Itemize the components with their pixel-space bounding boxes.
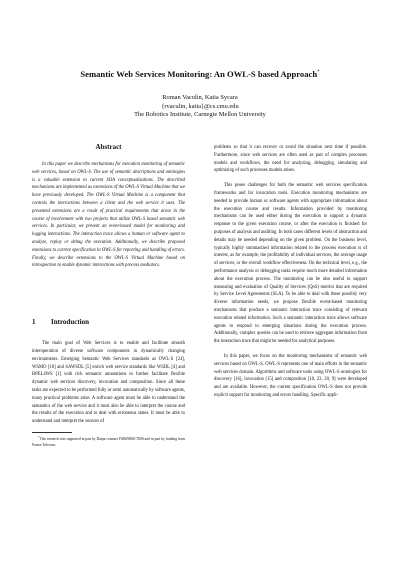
paper-title bbox=[40, 67, 360, 80]
intro-paragraph: The main goal of Web Services is to enable and facilitate smooth interoperation of diverse software components in dynamically changing environments. Emerging Semantic Web Services standards as OWL-S [24], WSMO [18] and SAWSDL [5] enrich web service standards like WSDL [4] and BPEL4WS [1] with rich semantic annotations to further facilitate flexible dynamic web services discovery, invocation and composition. Since all these tasks are expected to be performed fully or semi automatically by software agents, many practical problems arise. A software agent must be able to understand the semantics of the web service and it must also be able to interpret the course and the results of the execution and to deal with erroneous states. It must be able to understand and interpret the sources of bbox=[32, 341, 185, 425]
footnote bbox=[32, 435, 185, 448]
author-emails: {rvaculin, katia}@cs.cmu.edu bbox=[161, 102, 239, 110]
footnote-text: This research was supported in part by Darpa contract FA865006C7606 and in part by funding from France Telecom. bbox=[32, 437, 185, 447]
introduction-heading bbox=[32, 317, 185, 327]
paper-title-text: Semantic Web Services Monitoring: An OWL-S based Approach bbox=[80, 68, 318, 79]
abstract-heading: Abstract bbox=[95, 143, 122, 151]
author-affiliation: The Robotics Institute, Carnegie Mellon University bbox=[134, 111, 266, 119]
footnote-mark: * bbox=[38, 434, 40, 439]
left-column bbox=[32, 142, 185, 448]
body-paragraph: In this paper, we focus on the monitoring mechanisms of semantic web services based on OWL-S. OWL-S represents one of main efforts in the semantic web services domain. Algorithms and software tools using OWL-S ontologies for discovery [16], invocation [15] and composition [10, 23, 20, 9] were developed and are available. However, the current specification OWL-S does not provide explicit support for monitoring and errors handling. Specific appli- bbox=[214, 353, 367, 398]
title-footnote-mark: * bbox=[317, 70, 320, 75]
body-paragraph: problems so that it can recover or avoid the situation next time if possible. Furthermore, since web services are often used as part of complex processes models and workflows, the need for analyzing, debugging, simulating and optimizing of such processes models arises. bbox=[214, 145, 367, 174]
right-column bbox=[214, 144, 367, 400]
author-names: Roman Vaculín, Katia Sycara bbox=[162, 94, 238, 101]
author-block bbox=[40, 94, 360, 120]
body-paragraph: This poses challenges for both the semantic web services specification frameworks and for invocation tools. Execution monitoring mechanisms are needed to provide human or software agents with appropriate information about the execution course and results. Information provided by monitoring mechanisms can be used either during the execution to support a dynamic response to the given execution course, or after the execution is finished for purposes of analysis and auditing. In both cases different levels of abstraction and details may be needed depending on the given problem. On the business level, typically highly summarized information related to the process execution is of interest, as for example, the profitability of individual services, the average usage of services, or the overall workflow effectiveness. On the technical level, e.g., the performance analysis or debugging tasks require much more detailed information about the execution process. The monitoring can be also useful to support measuring and evaluation of Quality of Services (QoS) metrics that are required by Service Level Agreements (SLA). To be able to deal with these possibly very diverse information needs, we propose flexible event-based monitoring mechanisms that produce a semantic interaction trace consisting of relevant execution related information. Such a semantic interaction trace allows software agents to respond to emerging situations during the execution process. Additionally, complex queries can be used to retrieve aggregate information from the interaction trace that might be needed for analytical purposes. bbox=[214, 183, 367, 345]
section-title: Introduction bbox=[51, 318, 89, 327]
abstract-text: In this paper we describe mechanisms for execution monitoring of semantic web services, based on OWL-S. The use of semantic descriptions and ontologies is a valuable extension to current SOA conceptualizations. The described mechanisms are implemented as extensions of the OWL-S Virtual Machine that we have previously developed. The OWL-S Virtual Machine is a component that controls the interactions between a client and the web service it uses. The presented extensions are a result of practical requirements that arose in the course of involvement with two projects that utilize OWL-S based semantic web services. In particular, we present an event-based model for monitoring and logging interactions. The interaction trace allows a human or software agent to analyze, replay or debug the execution. Additionally, we describe proposed extensions to current specification in OWL-S for reporting and handling of errors. Finally, we describe extensions to the OWL-S Virtual Machine based on introspection to enable dynamic interactions with process mediators. bbox=[32, 162, 185, 269]
section-number: 1 bbox=[32, 318, 36, 327]
footnote-rule bbox=[32, 432, 72, 433]
